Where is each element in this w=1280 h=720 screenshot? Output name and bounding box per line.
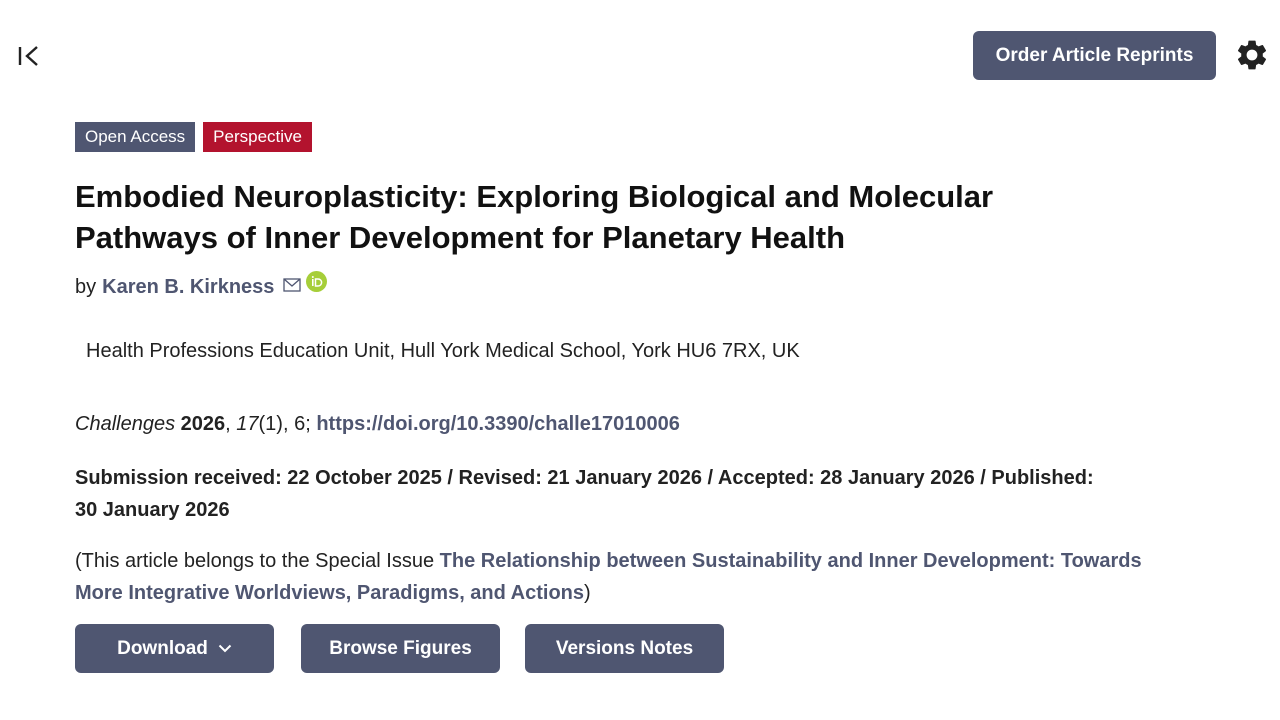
byline: [75, 276, 327, 299]
order-reprints-button[interactable]: Order Article Reprints: [973, 31, 1216, 80]
versions-notes-button[interactable]: Versions Notes: [525, 624, 724, 673]
article-type-badge: Perspective: [203, 122, 312, 152]
gear-icon[interactable]: [1234, 37, 1270, 73]
article-badges: [75, 122, 312, 152]
special-issue-note: [75, 545, 1185, 609]
article-actions: [75, 624, 724, 673]
special-issue-prefix: (This article belongs to the Special Issue: [75, 550, 440, 572]
article-title: Embodied Neuroplasticity: Exploring Biological and Molecular Pathways of Inner Development for Planetary Health: [75, 179, 994, 255]
envelope-icon[interactable]: [283, 278, 301, 292]
citation-year: 2026: [180, 413, 226, 435]
open-access-badge[interactable]: Open Access: [75, 122, 195, 152]
download-label: Download: [117, 637, 208, 659]
browse-figures-button[interactable]: Browse Figures: [301, 624, 500, 673]
chevron-down-icon: [218, 644, 232, 653]
affiliation: Health Professions Education Unit, Hull York Medical School, York HU6 7RX, UK: [86, 340, 800, 362]
orcid-icon[interactable]: [306, 271, 327, 292]
citation-volume: 17: [236, 413, 259, 435]
citation-issue: (1), 6;: [258, 413, 311, 435]
citation: Challenges 2026, 17(1), 6; https://doi.org/10.3390/challe17010006: [75, 413, 680, 435]
journal-name: Challenges: [75, 413, 176, 435]
doi-link[interactable]: https://doi.org/10.3390/challe17010006: [316, 413, 680, 435]
publication-dates: Submission received: 22 October 2025 / Revised: 21 January 2026 / Accepted: 28 January 2026 / Published: 30 January 2026: [75, 467, 1094, 521]
special-issue-suffix: ): [584, 582, 591, 604]
special-issue-link[interactable]: The Relationship between Sustainability and Inner Development: Towards More Integrative Worldviews, Paradigms, and Actions: [75, 550, 1142, 604]
download-button[interactable]: [75, 624, 274, 673]
by-label: by: [75, 276, 97, 298]
collapse-left-icon[interactable]: [16, 42, 44, 70]
author-link[interactable]: Karen B. Kirkness: [102, 276, 275, 298]
